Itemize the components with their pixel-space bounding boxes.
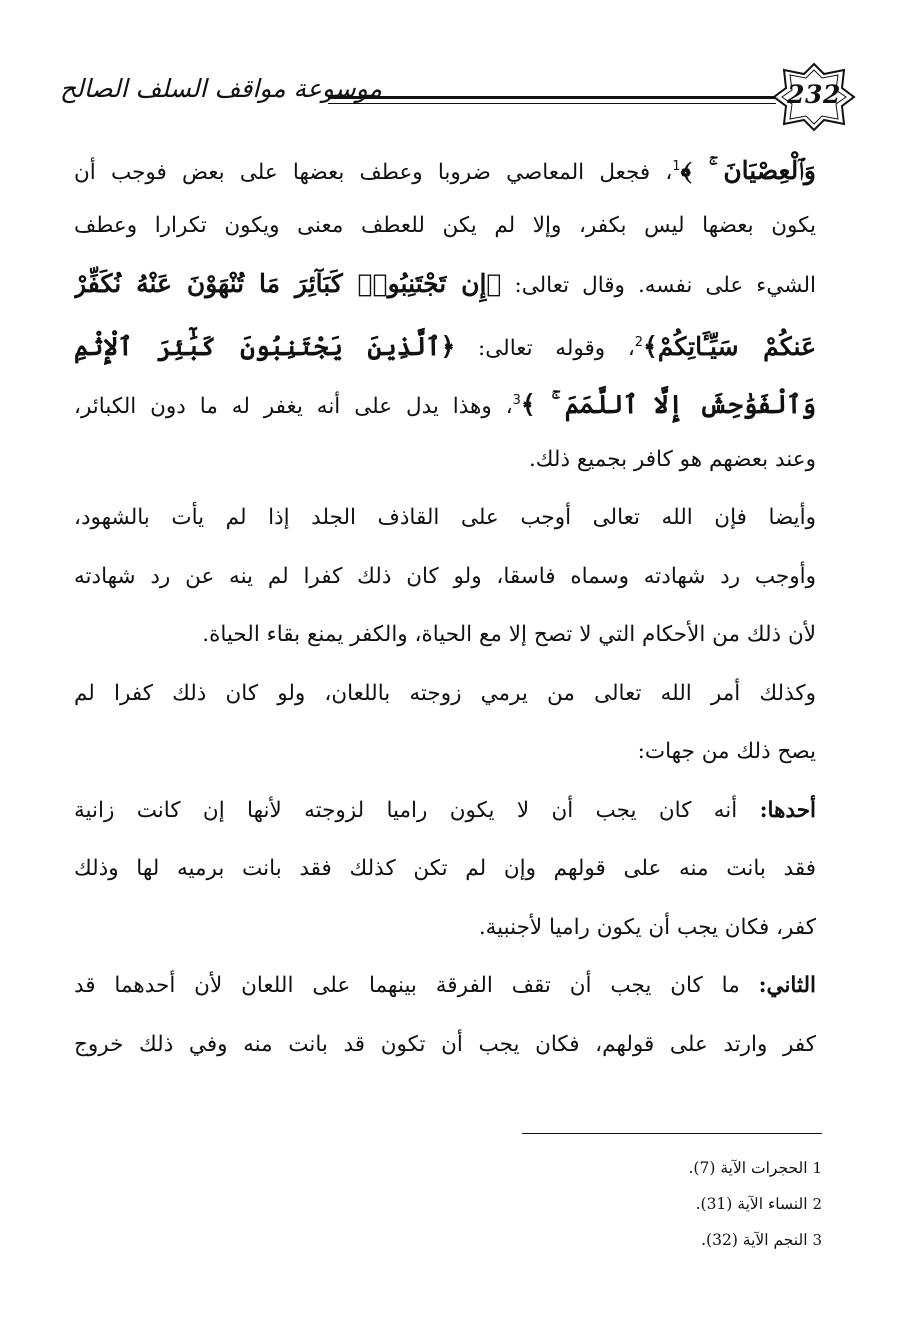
text-line: كفر وارتد على قولهم، فكان يجب أن تكون قد بانت منه وفي ذلك خروج <box>74 1031 816 1057</box>
main-text <box>74 138 816 1074</box>
quran-quote: عَنكُمْ سَيِّـَٔاتِكُمْ﴾ <box>643 331 816 361</box>
text-line <box>74 138 816 197</box>
footnote <box>500 1150 822 1186</box>
text-line <box>74 255 816 314</box>
text-line: فقد بانت منه على قولهم وإن لم تكن كذلك فقد بانت برميه لها وذلك <box>74 856 816 881</box>
text-line <box>74 782 816 841</box>
footnote-ref: 2 <box>634 334 644 350</box>
footnote-text: الحجرات الآية (7). <box>688 1159 808 1177</box>
text-line: وعند بعضهم هو كافر بجميع ذلك. <box>528 446 816 472</box>
header-rule-thin <box>328 103 776 104</box>
quran-quote: وَٱلْعِصْيَانَ ۚ ﴾ <box>680 156 816 185</box>
page-number: 232 <box>787 80 841 109</box>
text-span: أنه كان يجب أن لا يكون راميا لزوجته لأنها إن كانت زانية <box>74 797 738 823</box>
footnote-ref: 3 <box>512 393 521 408</box>
text-line: وأيضا فإن الله تعالى أوجب على القاذف الجلد إذا لم يأت بالشهود، <box>74 505 816 530</box>
quran-quote: وَٱلْفَوَٰحِشَ إِلَّا ٱللَّمَمَ ۚ ﴾ <box>520 390 816 419</box>
text-line <box>74 314 816 373</box>
text-span: ، فجعل المعاصي ضروبا وعطف بعضها على بعض فوجب أن <box>74 160 673 185</box>
page-number-badge <box>772 62 856 132</box>
text-line <box>74 372 816 431</box>
footnote-number: 2 <box>812 1195 822 1213</box>
text-span: ما كان يجب أن تقف الفرقة بينهما على اللعان لأن أحدهما قد <box>74 973 740 998</box>
footnotes <box>500 1150 822 1258</box>
footnote <box>500 1222 822 1258</box>
footnote <box>500 1186 822 1222</box>
item-lead: أحدها: <box>759 797 816 823</box>
text-line: لأن ذلك من الأحكام التي لا تصح إلا مع الحياة، والكفر يمنع بقاء الحياة. <box>202 622 816 647</box>
text-line: كفر، فكان يجب أن يكون راميا لأجنبية. <box>478 914 816 940</box>
page-header <box>60 62 841 132</box>
footnote-number: 3 <box>812 1231 822 1249</box>
text-line: يصح ذلك من جهات: <box>637 739 816 764</box>
footnote-text: النجم الآية (32). <box>701 1231 808 1249</box>
footnote-text: النساء الآية (31). <box>695 1195 808 1213</box>
text-span: الشيء على نفسه. وقال تعالى: <box>514 273 816 298</box>
footnote-number: 1 <box>812 1159 822 1177</box>
quran-quote: ﴿إِن تَجْتَنِبُوا۟ كَبَآئِرَ مَا تُنْهَوْنَ عَنْهُ نُكَفِّرْ <box>74 269 502 298</box>
text-line <box>74 957 816 1016</box>
text-span: ، وهذا يدل على أنه يغفر له ما دون الكبائر، <box>74 394 513 419</box>
text-line: يكون بعضها ليس بكفر، وإلا لم يكن للعطف معنى ويكون تكرارا وعطف <box>74 212 816 238</box>
quran-quote: ﴿ٱلَّذِينَ يَجْتَنِبُونَ كَبَٰٓئِرَ ٱلْإِثْمِ <box>74 331 456 361</box>
text-line: وكذلك أمر الله تعالى من يرمي زوجته باللعان، ولو كان ذلك كفرا لم <box>74 680 816 706</box>
text-line: وأوجب رد شهادته وسماه فاسقا، ولو كان ذلك كفرا لم ينه عن رد شهادته <box>74 563 816 589</box>
footnote-ref: 1 <box>672 159 681 174</box>
text-span: ، وقوله تعالى: <box>477 335 635 361</box>
footnote-separator <box>522 1133 822 1134</box>
item-lead: الثاني: <box>758 973 816 998</box>
running-title: موسوعة مواقف السلف الصالح <box>60 74 383 103</box>
header-rule <box>328 96 776 99</box>
